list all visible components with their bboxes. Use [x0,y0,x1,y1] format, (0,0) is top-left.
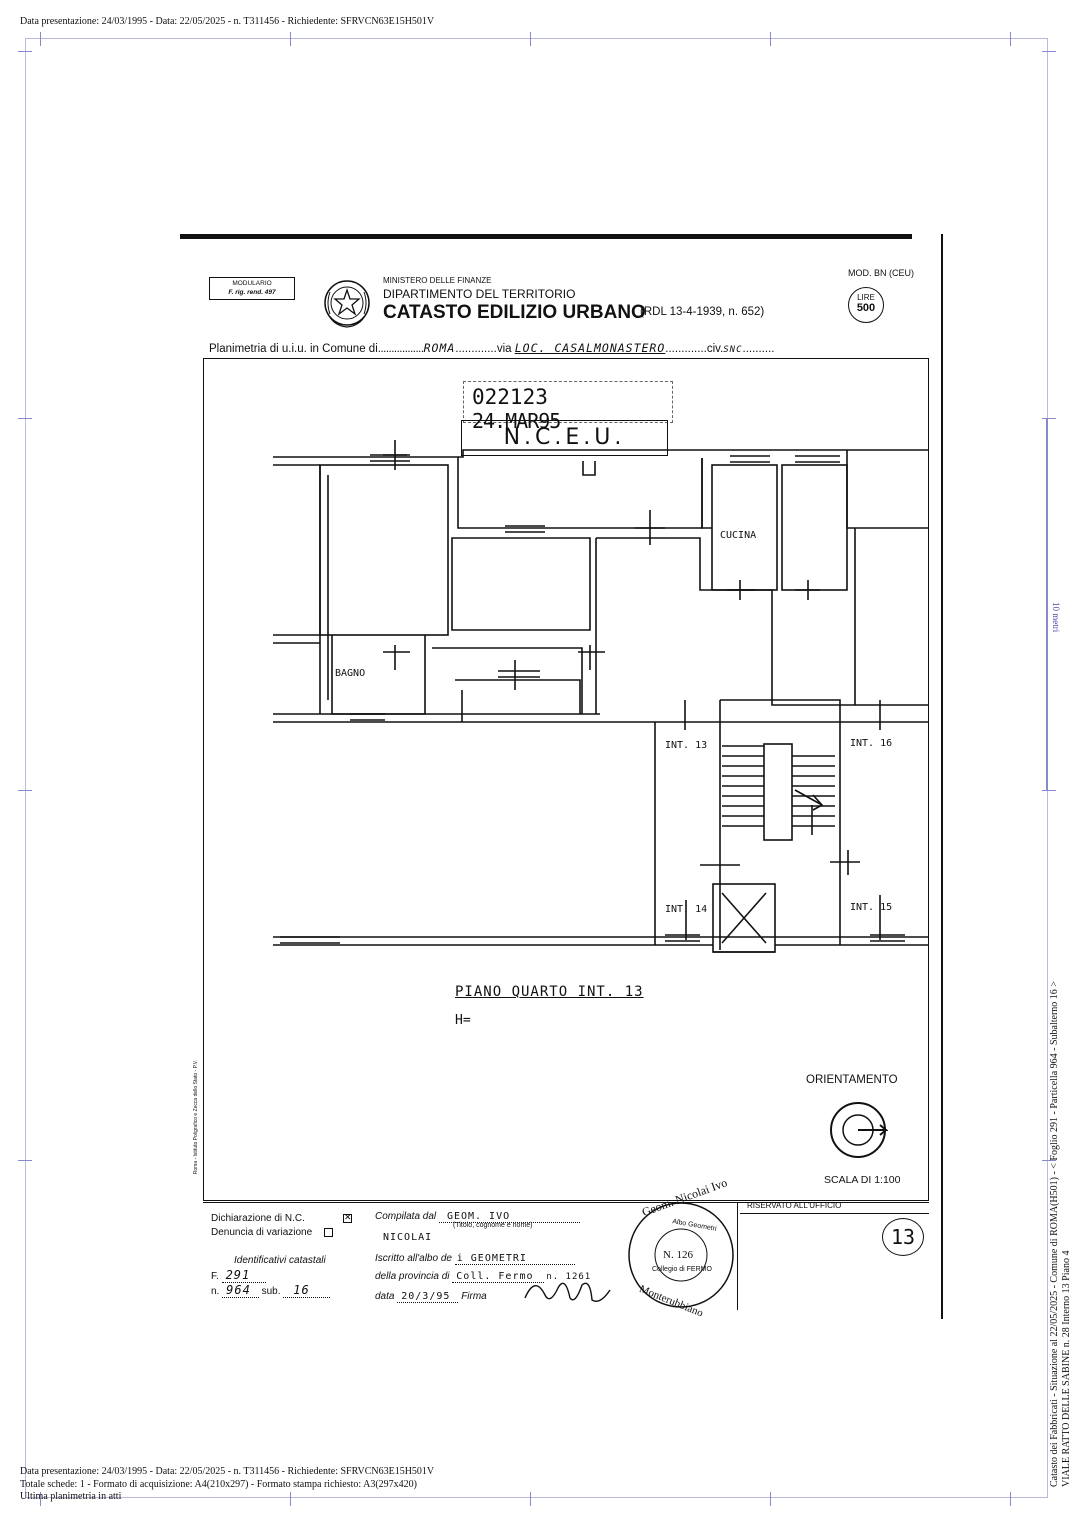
bottom-line-1: Data presentazione: 24/03/1995 - Data: 22/05/2025 - n. T311456 - Richiedente: SFRVCN63E15H501V [20,1466,435,1477]
planimetria-prefix: Planimetria di u.i.u. in Comune di [209,343,378,355]
planimetria-line: Planimetria di u.i.u. in Comune di.................ROMA.............via LOC. CASALMONASTERO.............civ.SNC.......... [209,341,775,355]
lire-value: 500 [856,302,876,314]
stamp-collegio: Collegio di FERMO [652,1266,712,1273]
footer-divider [737,1202,738,1310]
header-info: Data presentazione: 24/03/1995 - Data: 22/05/2025 - n. T311456 - Richiedente: SFRVCN63E15H501V [20,16,435,27]
via-label: via [496,343,512,355]
via-value: LOC. CASALMONASTERO [514,341,666,355]
protocol-date: 24.MAR95 [472,409,561,433]
dichiarazione-checkbox [343,1214,352,1223]
bottom-line-2: Totale schede: 1 - Formato di acquisizione: A4(210x297) - Formato stampa richiesto: A3(297x420) [20,1478,417,1490]
room-label-int15: INT. 15 [850,902,893,913]
dipartimento-label: DIPARTIMENTO DEL TERRITORIO [383,287,576,301]
mod-bn-label: MOD. BN (CEU) [848,268,914,278]
firma-label: Firma [461,1291,487,1302]
rdl-reference: (RDL 13-4-1939, n. 652) [640,306,765,318]
data-value: 20/3/95 [397,1291,458,1303]
room-label-cucina: CUCINA [720,530,757,541]
comune-value: ROMA [423,341,456,355]
denuncia-row [211,1227,333,1238]
civ-value: SNC [723,345,743,355]
riservato-label: RISERVATO ALL'UFFICIO [747,1201,842,1210]
floor-title: PIANO QUARTO INT. 13 [455,984,644,1000]
iscritto-label: Iscritto all'albo de [375,1253,452,1264]
numero-value: n. 1261 [546,1272,592,1282]
nceu-stamp: N.C.E.U. [461,420,668,456]
side-line-1: Catasto dei Fabbricati - Situazione al 22/05/2025 - Comune di ROMA(H501) - < Foglio 291 - Particella 964 - Subalterno 16 > [1049,981,1060,1487]
modulario-ref: F. rig. rend. 497 [228,289,276,296]
room-label-int13: INT. 13 [665,740,708,751]
lire-label: LIRE [857,293,875,302]
denuncia-label: Denuncia di variazione [211,1227,313,1238]
bottom-line-3: Ultima planimetria in atti [20,1491,122,1502]
north-compass-icon [828,1100,888,1160]
orientamento-label: ORIENTAMENTO [806,1074,898,1086]
compilata-value: GEOM. IVO [439,1211,580,1223]
particella-row [211,1283,330,1297]
sub-label: sub. [261,1286,281,1297]
provincia-label: della provincia di [375,1271,450,1282]
bottom-info [20,1466,434,1504]
provincia-value: Coll. Fermo [452,1271,543,1283]
iscritto-value: i GEOMETRI [455,1253,575,1265]
civ-label: civ. [706,343,724,355]
particella-label: n. [211,1286,220,1297]
data-row [375,1291,487,1302]
riservato-underline [740,1213,929,1214]
protocol-number: 022123 [472,385,548,409]
dichiarazione-row [211,1213,352,1224]
scale-meters-label: 10 metri [1051,602,1061,633]
printer-note: Roma - Istituto Poligrafico e Zecca dello Stato - P.V. [193,1060,199,1175]
room-label-bagno: BAGNO [335,668,366,679]
scale-label: SCALA DI 1:100 [824,1174,901,1186]
sub-value: 16 [283,1283,329,1298]
room-label-int16: INT. 16 [850,738,893,749]
titolo-hint: (Titolo, cognome e nome) [453,1222,533,1229]
side-line-2: VIALE RATTO DELLE SABINE n. 28 Interno 13 Piano 4 [1061,1250,1072,1487]
side-footer-text [1049,962,1073,1487]
stamp-number: N. 126 [663,1249,693,1261]
catasto-title: CATASTO EDILIZIO URBANO [383,302,646,323]
compilata-row [375,1211,580,1222]
stamp-albo: Albo Geometri [671,1218,718,1233]
data-label: data [375,1291,395,1302]
height-value: H= [455,1013,471,1028]
iscritto-row [375,1253,575,1264]
identificativi-label: Identificativi catastali [234,1255,326,1266]
particella-value: 964 [222,1283,259,1298]
room-label-int14: INT. 14 [665,904,708,915]
denuncia-checkbox [324,1228,333,1237]
modulario-title: MODULARIO [232,280,272,287]
ministero-label: MINISTERO DELLE FINANZE [383,276,492,285]
cognome-value: NICOLAI [383,1232,433,1243]
circled-number: 13 [882,1218,924,1256]
foglio-value: 291 [222,1268,267,1283]
foglio-row [211,1268,266,1282]
foglio-label: F. [211,1271,219,1282]
compilata-label: Compilata dal [375,1211,437,1222]
stamp-name: Geom. Nicolai Ivo [640,1175,730,1220]
signature-scribble [520,1270,620,1310]
stamp-city: Monterubbiano [637,1283,705,1320]
dichiarazione-label: Dichiarazione di N.C. [211,1213,305,1224]
